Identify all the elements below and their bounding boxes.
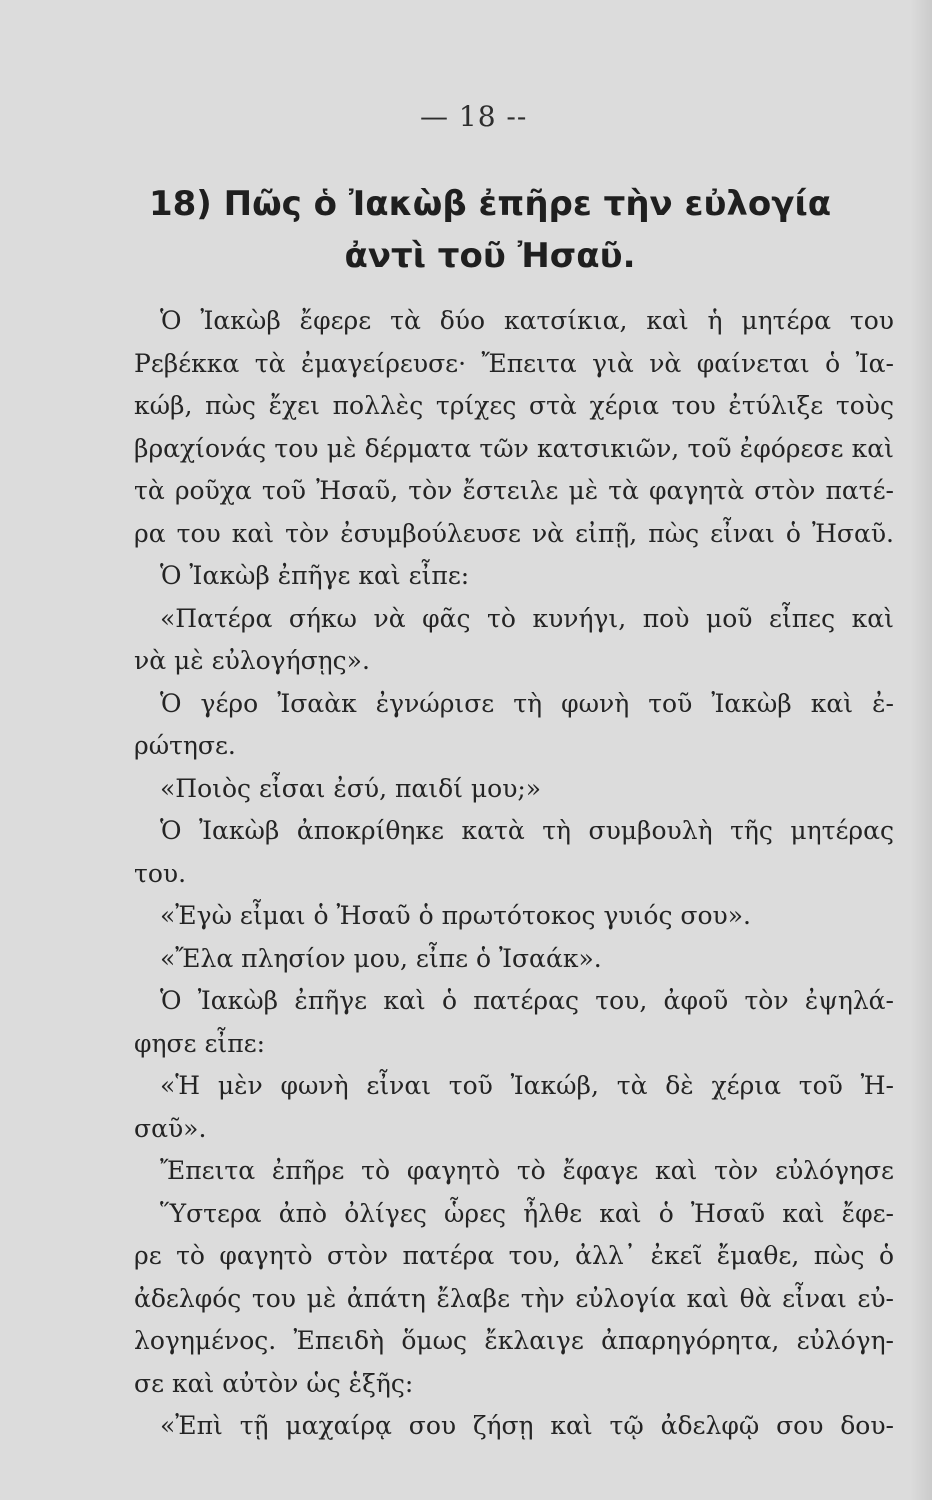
text-line: Ἔπειτα ἐπῆρε τὸ φαγητὸ τὸ ἔφαγε καὶ τὸν εὐλόγησε bbox=[160, 1156, 894, 1185]
text-line: Ὁ Ἰακὼβ ἀποκρίθηκε κατὰ τὴ συμβουλὴ τῆς μητέρας bbox=[160, 816, 894, 845]
text-line: Ὕστερα ἀπὸ ὀλίγες ὧρες ἦλθε καὶ ὁ Ἠσαῦ καὶ ἔφε- bbox=[160, 1198, 894, 1228]
body-text bbox=[134, 300, 894, 1448]
text-line: ρώτησε. bbox=[134, 731, 236, 760]
text-line: βραχίονάς του μὲ δέρματα τῶν κατσικιῶν, τοῦ ἐφόρεσε καὶ bbox=[134, 433, 894, 463]
chapter-title bbox=[140, 178, 840, 282]
text-line: «Ἐγὼ εἶμαι ὁ Ἠσαῦ ὁ πρωτότοκος γυιός σου». bbox=[160, 901, 751, 930]
text-line: τὰ ροῦχα τοῦ Ἠσαῦ, τὸν ἔστειλε μὲ τὰ φαγητὰ στὸν πατέ- bbox=[134, 476, 894, 505]
chapter-title-line-1: 18) Πῶς ὁ Ἰακὼβ ἐπῆρε τὴν εὐλογία bbox=[148, 184, 832, 224]
text-line: του. bbox=[134, 858, 187, 888]
text-line: Ὁ Ἰακὼβ ἐπῆγε καὶ εἶπε: bbox=[160, 561, 470, 590]
text-line: Ὁ Ἰακὼβ ἔφερε τὰ δύο κατσίκια, καὶ ἡ μητέρα του bbox=[160, 306, 894, 335]
text-line: «Ἡ μὲν φωνὴ εἶναι τοῦ Ἰακώβ, τὰ δὲ χέρια τοῦ Ἠ- bbox=[160, 1071, 894, 1100]
text-line: ρε τὸ φαγητὸ στὸν πατέρα του, ἀλλ᾽ ἐκεῖ ἔμαθε, πὼς ὁ bbox=[134, 1241, 894, 1270]
text-line: «Πατέρα σήκω νὰ φᾶς τὸ κυνήγι, ποὺ μοῦ εἶπες καὶ bbox=[160, 603, 894, 633]
text-line: Ὁ Ἰακὼβ ἐπῆγε καὶ ὁ πατέρας του, ἀφοῦ τὸν ἐψηλά- bbox=[160, 986, 894, 1015]
text-line: φησε εἶπε: bbox=[134, 1028, 266, 1058]
text-line: Ὁ γέρο Ἰσαὰκ ἐγνώρισε τὴ φωνὴ τοῦ Ἰακὼβ καὶ ἐ- bbox=[160, 688, 894, 718]
text-line: σε καὶ αὐτὸν ὡς ἑξῆς: bbox=[134, 1368, 414, 1398]
chapter-title-line-2: ἀντὶ τοῦ Ἠσαῦ. bbox=[344, 236, 636, 276]
text-line: σαῦ». bbox=[134, 1113, 207, 1143]
text-line: «Ἐπὶ τῇ μαχαίρᾳ σου ζήσῃ καὶ τῷ ἀδελφῷ σου δου- bbox=[160, 1411, 894, 1440]
page-number: — 18 -- bbox=[420, 100, 528, 133]
text-line: κώβ, πὼς ἔχει πολλὲς τρίχες στὰ χέρια του ἐτύλιξε τοὺς bbox=[134, 391, 894, 420]
text-line: «Ἔλα πλησίον μου, εἶπε ὁ Ἰσαάκ». bbox=[160, 943, 602, 973]
text-line: ρα του καὶ τὸν ἐσυμβούλευσε νὰ εἰπῇ, πὼς εἶναι ὁ Ἠσαῦ. bbox=[134, 518, 894, 548]
text-line: νὰ μὲ εὐλογήσῃς». bbox=[134, 646, 370, 675]
text-line: «Ποιὸς εἶσαι ἐσύ, παιδί μου;» bbox=[160, 773, 542, 803]
text-line: ἀδελφός του μὲ ἀπάτη ἔλαβε τὴν εὐλογία καὶ θὰ εἶναι εὐ- bbox=[134, 1283, 894, 1313]
text-line: Ρεβέκκα τὰ ἐμαγείρευσε· Ἔπειτα γιὰ νὰ φαίνεται ὁ Ἰα- bbox=[134, 348, 894, 378]
text-line: λογημένος. Ἐπειδὴ ὅμως ἔκλαιγε ἀπαρηγόρητα, εὐλόγη- bbox=[134, 1326, 894, 1355]
page-edge-shadow bbox=[910, 0, 932, 1500]
